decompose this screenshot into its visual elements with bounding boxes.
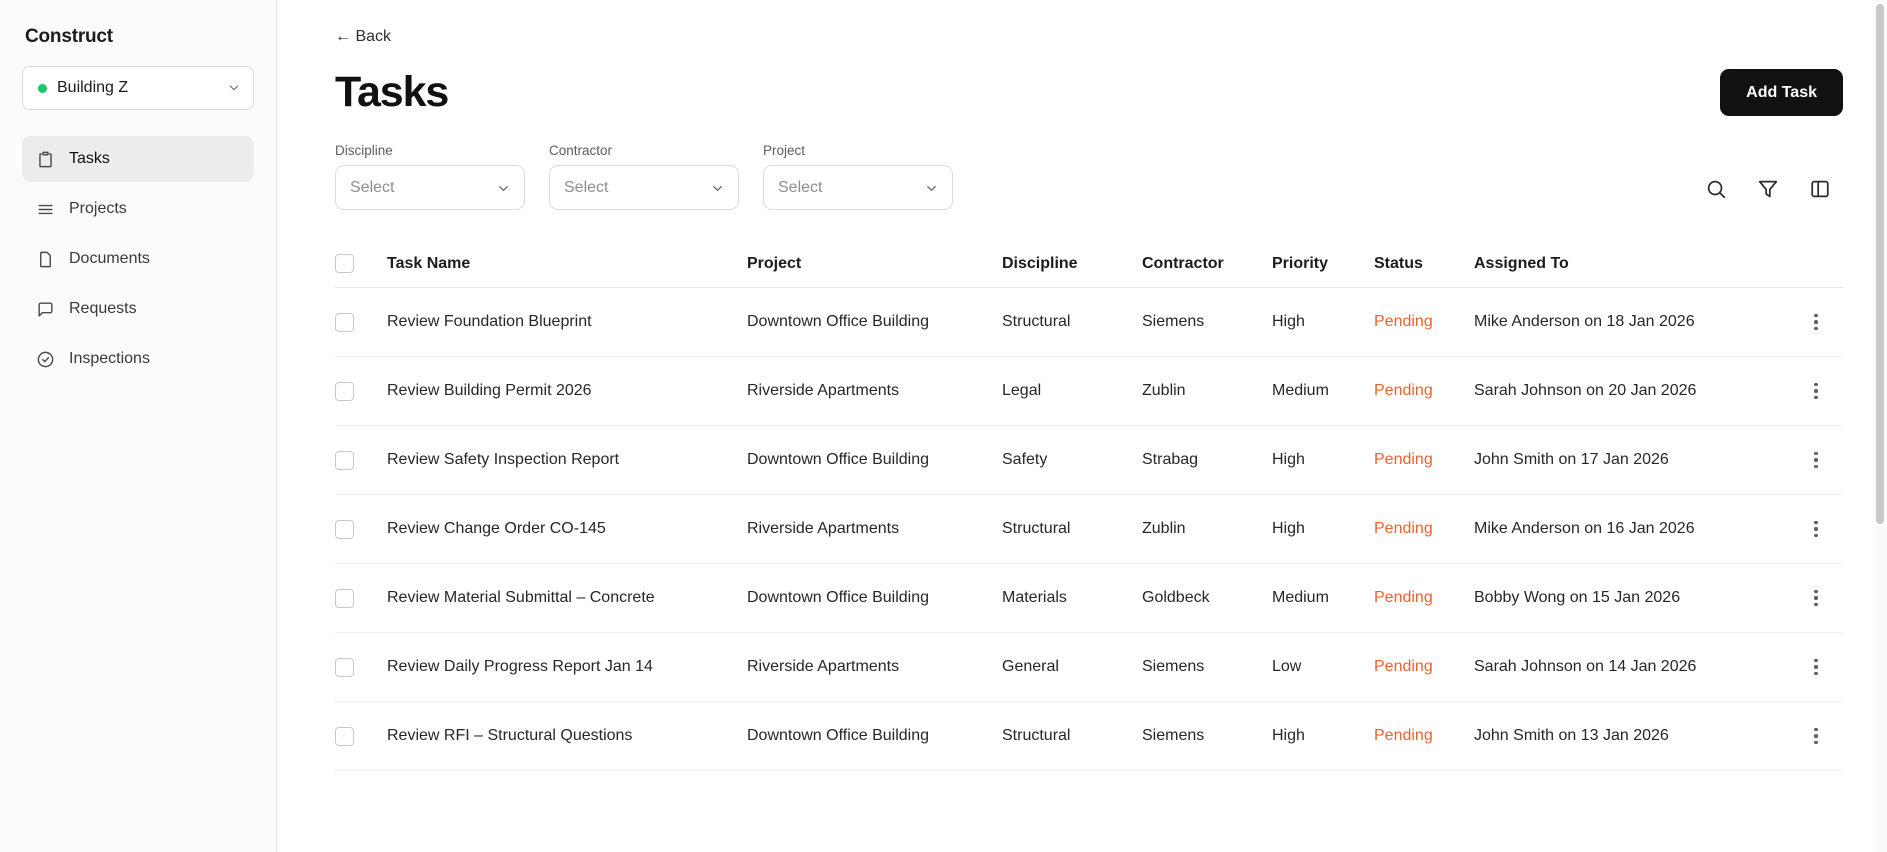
chevron-down-icon [227, 81, 241, 95]
cell-discipline: Safety [1002, 451, 1048, 468]
cell-assigned-to: John Smith on 17 Jan 2026 [1474, 451, 1669, 468]
row-checkbox[interactable] [335, 727, 354, 746]
cell-project: Riverside Apartments [747, 658, 900, 675]
row-select-cell [335, 313, 387, 332]
filter-bar [335, 143, 1843, 210]
table-row[interactable] [335, 357, 1843, 426]
row-checkbox[interactable] [335, 589, 354, 608]
status-badge: Pending [1374, 451, 1433, 468]
row-checkbox[interactable] [335, 658, 354, 677]
tasks-table [335, 240, 1843, 771]
cell-assigned-to: Sarah Johnson on 14 Jan 2026 [1474, 658, 1697, 675]
table-toolbar [1705, 178, 1831, 210]
select-all-checkbox[interactable] [335, 254, 354, 273]
project-picker-value: Building Z [57, 79, 129, 96]
sidebar-item-label: Projects [69, 200, 127, 217]
brand-title: Construct [25, 26, 113, 47]
row-actions-cell [1789, 517, 1843, 542]
filter-discipline [335, 143, 525, 210]
project-select-filter[interactable] [763, 165, 953, 210]
clipboard-icon [36, 150, 55, 169]
row-menu-icon[interactable] [1814, 517, 1818, 542]
sidebar-item-tasks[interactable] [22, 136, 254, 182]
cell-discipline: Structural [1002, 520, 1071, 537]
row-menu-icon[interactable] [1814, 655, 1818, 680]
chevron-down-icon [924, 181, 938, 195]
cell-task-name: Review Safety Inspection Report [387, 451, 620, 468]
cell-assigned-to: Mike Anderson on 16 Jan 2026 [1474, 520, 1695, 537]
status-badge: Pending [1374, 727, 1433, 744]
page-title: Tasks [335, 68, 449, 116]
filter-label: Discipline [335, 143, 393, 158]
cell-project: Downtown Office Building [747, 313, 930, 330]
cell-priority: Low [1272, 658, 1302, 675]
column-header-project[interactable]: Project [747, 254, 802, 272]
column-header-priority[interactable]: Priority [1272, 254, 1329, 272]
cell-assigned-to: Sarah Johnson on 20 Jan 2026 [1474, 382, 1697, 399]
cell-assigned-to: Bobby Wong on 15 Jan 2026 [1474, 589, 1681, 606]
filter-label: Project [763, 143, 806, 158]
scrollbar-thumb[interactable] [1876, 4, 1884, 524]
row-checkbox[interactable] [335, 520, 354, 539]
cell-contractor: Strabag [1142, 451, 1199, 468]
cell-project: Downtown Office Building [747, 589, 930, 606]
filter-project [763, 143, 953, 210]
table-row[interactable] [335, 426, 1843, 495]
status-dot-icon [38, 84, 47, 93]
cell-assigned-to: John Smith on 13 Jan 2026 [1474, 727, 1669, 744]
cell-priority: High [1272, 451, 1305, 468]
cell-discipline: General [1002, 658, 1059, 675]
project-picker[interactable] [22, 66, 254, 110]
discipline-select[interactable] [335, 165, 525, 210]
row-checkbox[interactable] [335, 451, 354, 470]
status-badge: Pending [1374, 382, 1433, 399]
project-select-value: Select [778, 178, 823, 196]
columns-icon[interactable] [1809, 178, 1831, 200]
cell-project: Riverside Apartments [747, 520, 900, 537]
table-row[interactable] [335, 564, 1843, 633]
cell-priority: High [1272, 520, 1305, 537]
cell-contractor: Siemens [1142, 727, 1205, 744]
sidebar-item-projects[interactable] [22, 186, 254, 232]
cell-discipline: Legal [1002, 382, 1042, 399]
contractor-select[interactable] [549, 165, 739, 210]
row-select-cell [335, 589, 387, 608]
table-row[interactable] [335, 633, 1843, 702]
row-select-cell [335, 727, 387, 746]
document-icon [36, 250, 55, 269]
sidebar-item-label: Documents [69, 250, 150, 267]
back-link[interactable]: ← Back [335, 28, 392, 45]
cell-priority: Medium [1272, 589, 1329, 606]
funnel-icon[interactable] [1757, 178, 1779, 200]
cell-project: Riverside Apartments [747, 382, 900, 399]
column-header-status[interactable]: Status [1374, 254, 1423, 272]
sidebar-item-requests[interactable] [22, 286, 254, 332]
cell-task-name: Review Building Permit 2026 [387, 382, 592, 399]
list-icon [36, 200, 55, 219]
row-menu-icon[interactable] [1814, 310, 1818, 335]
row-select-cell [335, 520, 387, 539]
cell-project: Downtown Office Building [747, 727, 930, 744]
cell-task-name: Review Foundation Blueprint [387, 313, 592, 330]
cell-contractor: Zublin [1142, 382, 1186, 399]
cell-priority: Medium [1272, 382, 1329, 399]
row-menu-icon[interactable] [1814, 379, 1818, 404]
table-row[interactable] [335, 495, 1843, 564]
chevron-down-icon [496, 181, 510, 195]
row-checkbox[interactable] [335, 313, 354, 332]
chat-icon [36, 300, 55, 319]
column-header-contractor[interactable]: Contractor [1142, 254, 1224, 272]
cell-priority: High [1272, 727, 1305, 744]
table-header-row [335, 240, 1843, 288]
sidebar [0, 0, 277, 852]
cell-project: Downtown Office Building [747, 451, 930, 468]
cell-contractor: Goldbeck [1142, 589, 1210, 606]
status-badge: Pending [1374, 520, 1433, 537]
sidebar-item-label: Requests [69, 300, 137, 317]
select-all-cell [335, 254, 387, 273]
row-actions-cell [1789, 310, 1843, 335]
column-header-discipline[interactable]: Discipline [1002, 254, 1078, 272]
row-select-cell [335, 451, 387, 470]
row-actions-cell [1789, 724, 1843, 749]
sidebar-item-label: Inspections [69, 350, 150, 367]
cell-task-name: Review RFI – Structural Questions [387, 727, 633, 744]
page-header [335, 68, 1843, 117]
filter-contractor [549, 143, 739, 210]
cell-assigned-to: Mike Anderson on 18 Jan 2026 [1474, 313, 1695, 330]
row-actions-cell [1789, 379, 1843, 404]
cell-task-name: Review Material Submittal – Concrete [387, 589, 655, 606]
main-content [277, 0, 1887, 852]
sidebar-item-documents[interactable] [22, 236, 254, 282]
row-checkbox[interactable] [335, 382, 354, 401]
cell-discipline: Structural [1002, 313, 1071, 330]
cell-contractor: Siemens [1142, 313, 1205, 330]
row-actions-cell [1789, 655, 1843, 680]
cell-discipline: Structural [1002, 727, 1071, 744]
discipline-select-value: Select [350, 178, 395, 196]
row-menu-icon[interactable] [1814, 724, 1818, 749]
cell-contractor: Siemens [1142, 658, 1205, 675]
sidebar-item-label: Tasks [69, 150, 110, 167]
status-badge: Pending [1374, 313, 1433, 330]
search-icon[interactable] [1705, 178, 1727, 200]
column-header-task-name[interactable]: Task Name [387, 254, 471, 272]
filter-label: Contractor [549, 143, 613, 158]
cell-discipline: Materials [1002, 589, 1067, 606]
contractor-select-value: Select [564, 178, 609, 196]
row-actions-cell [1789, 586, 1843, 611]
row-actions-cell [1789, 448, 1843, 473]
status-badge: Pending [1374, 589, 1433, 606]
page-scrollbar[interactable] [1873, 0, 1887, 852]
sidebar-nav [22, 136, 254, 382]
row-select-cell [335, 658, 387, 677]
column-header-assigned-to[interactable]: Assigned To [1474, 254, 1569, 272]
check-circle-icon [36, 350, 55, 369]
table-row[interactable] [335, 288, 1843, 357]
table-row[interactable] [335, 702, 1843, 771]
sidebar-item-inspections[interactable] [22, 336, 254, 382]
row-menu-icon[interactable] [1814, 448, 1818, 473]
row-menu-icon[interactable] [1814, 586, 1818, 611]
row-select-cell [335, 382, 387, 401]
cell-task-name: Review Daily Progress Report Jan 14 [387, 658, 653, 675]
cell-task-name: Review Change Order CO-145 [387, 520, 606, 537]
chevron-down-icon [710, 181, 724, 195]
add-task-button[interactable]: Add Task [1720, 69, 1843, 116]
cell-contractor: Zublin [1142, 520, 1186, 537]
cell-priority: High [1272, 313, 1305, 330]
status-badge: Pending [1374, 658, 1433, 675]
